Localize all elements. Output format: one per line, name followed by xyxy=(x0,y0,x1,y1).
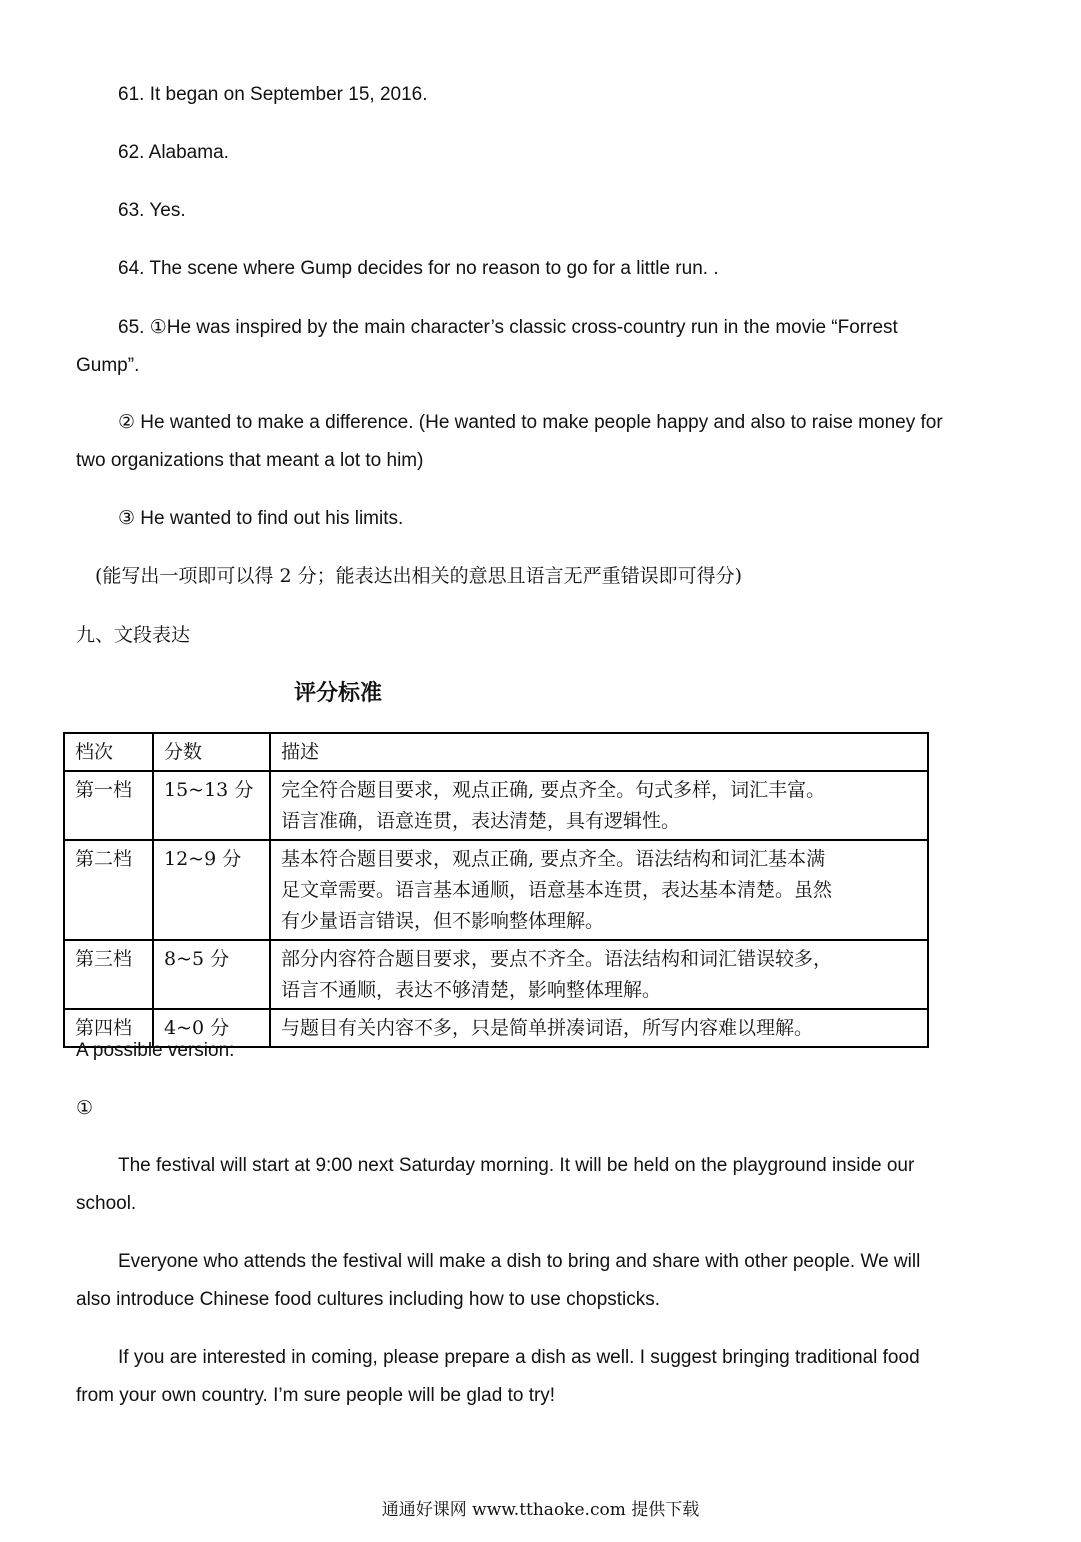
sample-paragraph-1-line-1: The festival will start at 9:00 next Saturday morning. It will be held on the playground inside our xyxy=(118,1155,915,1176)
description-line: 足文章需要。语言基本通顺，语意基本连贯，表达基本清楚。虽然 xyxy=(281,879,833,901)
rubric-table xyxy=(63,732,929,1048)
answer-64: 64. The scene where Gump decides for no reason to go for a little run. . xyxy=(118,258,719,279)
sample-label: A possible version: xyxy=(76,1040,235,1061)
row-level: 第一档 xyxy=(64,771,153,840)
table-row xyxy=(64,771,928,840)
description-line: 完全符合题目要求，观点正确, 要点齐全。句式多样，词汇丰富。 xyxy=(281,779,826,801)
answer-65-point2: ② He wanted to make a difference. (He wanted to make people happy and also to raise money for xyxy=(118,412,943,433)
answer-63: 63. Yes. xyxy=(118,200,186,221)
sample-paragraph-3-line-1: If you are interested in coming, please prepare a dish as well. I suggest bringing traditional food xyxy=(118,1347,920,1368)
sample-paragraph-2-line-1: Everyone who attends the festival will make a dish to bring and share with other people. We will xyxy=(118,1251,921,1272)
table-row xyxy=(64,840,928,940)
section-heading: 九、文段表达 xyxy=(76,624,191,646)
description-line: 部分内容符合题目要求，要点不齐全。语法结构和词汇错误较多， xyxy=(281,948,833,970)
description-line: 有少量语言错误，但不影响整体理解。 xyxy=(281,910,605,932)
answer-61: 61. It began on September 15, 2016. xyxy=(118,84,428,105)
rubric-title: 评分标准 xyxy=(294,680,383,706)
header-score: 分数 xyxy=(153,733,270,771)
row-level: 第二档 xyxy=(64,840,153,940)
sample-paragraph-2-line-2: also introduce Chinese food cultures including how to use chopsticks. xyxy=(76,1289,661,1310)
row-score: 8~5 分 xyxy=(153,940,270,1009)
row-description xyxy=(270,771,928,840)
table-row xyxy=(64,940,928,1009)
description-line: 语言准确，语意连贯，表达清楚，具有逻辑性。 xyxy=(281,810,681,832)
page-footer: 通通好课网 www.tthaoke.com 提供下载 xyxy=(381,1500,700,1520)
table-header-row xyxy=(64,733,928,771)
row-description xyxy=(270,940,928,1009)
description-line: 与题目有关内容不多，只是简单拼凑词语，所写内容难以理解。 xyxy=(281,1017,814,1039)
sample-paragraph-3-line-2: from your own country. I’m sure people will be glad to try! xyxy=(76,1385,556,1406)
row-level: 第四档 xyxy=(64,1009,153,1047)
row-score: 4~0 分 xyxy=(153,1009,270,1047)
row-level: 第三档 xyxy=(64,940,153,1009)
answer-65-point1: 65. ①He was inspired by the main character’s classic cross-country run in the movie “Forrest xyxy=(118,317,898,338)
row-description xyxy=(270,840,928,940)
row-score: 15~13 分 xyxy=(153,771,270,840)
row-score: 12~9 分 xyxy=(153,840,270,940)
description-line: 基本符合题目要求，观点正确, 要点齐全。语法结构和词汇基本满 xyxy=(281,848,826,870)
answer-62: 62. Alabama. xyxy=(118,142,229,163)
sample-paragraph-1-line-2: school. xyxy=(76,1193,137,1214)
answer-65-point3: ③ He wanted to find out his limits. xyxy=(118,508,404,529)
sample-marker: ① xyxy=(76,1098,94,1119)
header-level: 档次 xyxy=(64,733,153,771)
scoring-note: (能写出一项即可以得 2 分；能表达出相关的意思且语言无严重错误即可得分) xyxy=(95,565,742,587)
answer-65-point1-cont: Gump”. xyxy=(76,355,140,376)
row-description xyxy=(270,1009,928,1047)
answer-65-point2-cont: two organizations that meant a lot to him) xyxy=(76,450,424,471)
header-description: 描述 xyxy=(270,733,928,771)
description-line: 语言不通顺，表达不够清楚，影响整体理解。 xyxy=(281,979,662,1001)
